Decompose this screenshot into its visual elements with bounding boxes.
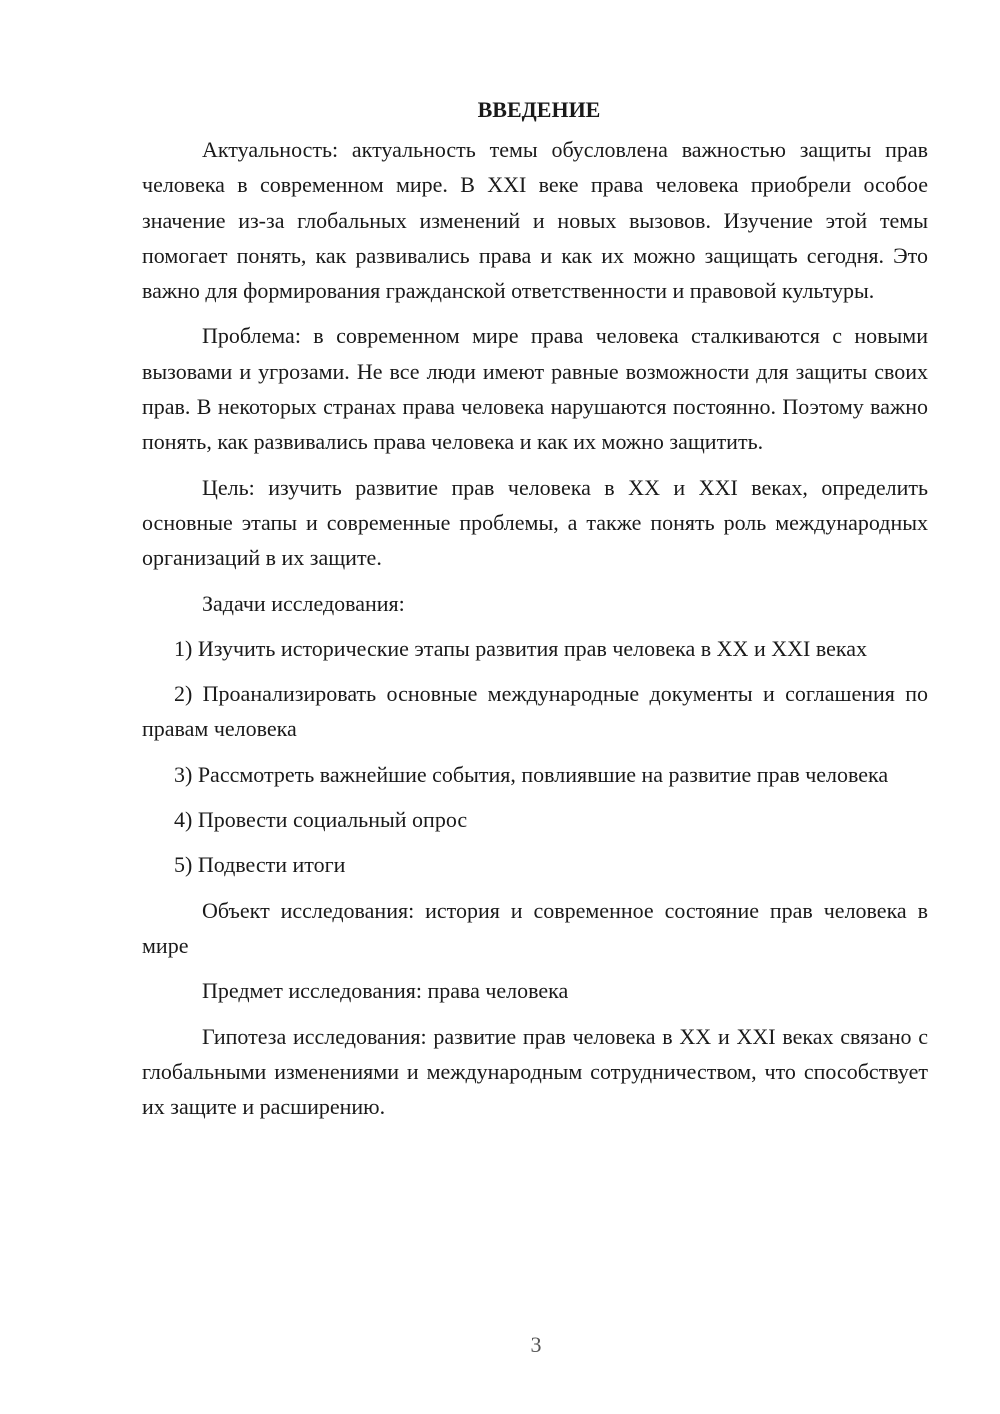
relevance-paragraph: Актуальность: актуальность темы обусловлена важностью защиты прав человека в современном мире. В XXI веке права человека приобрели особое значение из-за глобальных изменений и новых вызовов. Изучение этой темы помогает понять, как развивались права и как их можно защищать сегодня. Это важно для формирования гражданской ответственности и правовой культуры. [142, 137, 928, 304]
task-item-2: 2) Проанализировать основные международные документы и соглашения по правам человека [142, 681, 928, 742]
task-item-4: 4) Провести социальный опрос [174, 807, 468, 833]
page-number: 3 [530, 1332, 542, 1357]
task-item-1: 1) Изучить исторические этапы развития прав человека в XX и XXI веках [174, 635, 867, 661]
task-item-5: 5) Подвести итоги [174, 852, 346, 878]
document-page [142, 92, 928, 1134]
hypothesis-paragraph: Гипотеза исследования: развитие прав человека в XX и XXI веках связано с глобальными изменениями и международным сотрудничеством, что способствует их защите и расширению. [142, 1023, 928, 1120]
problem-paragraph: Проблема: в современном мире права человека сталкиваются с новыми вызовами и угрозами. Не все люди имеют равные возможности для защиты своих прав. В некоторых странах права человека нарушаются постоянно. Поэтому важно понять, как развивались права человека и как их можно защитить. [142, 323, 928, 455]
object-paragraph: Объект исследования: история и современное состояние прав человека в мире [142, 897, 928, 958]
subject-paragraph: Предмет исследования: права человека [202, 978, 569, 1004]
tasks-heading: Задачи исследования: [202, 590, 405, 616]
goal-paragraph: Цель: изучить развитие прав человека в XX и XXI веках, определить основные этапы и современные проблемы, а также понять роль международных организаций в их защите. [142, 474, 928, 571]
page-title: ВВЕДЕНИЕ [477, 97, 601, 122]
task-item-3: 3) Рассмотреть важнейшие события, повлиявшие на развитие прав человека [174, 761, 889, 787]
